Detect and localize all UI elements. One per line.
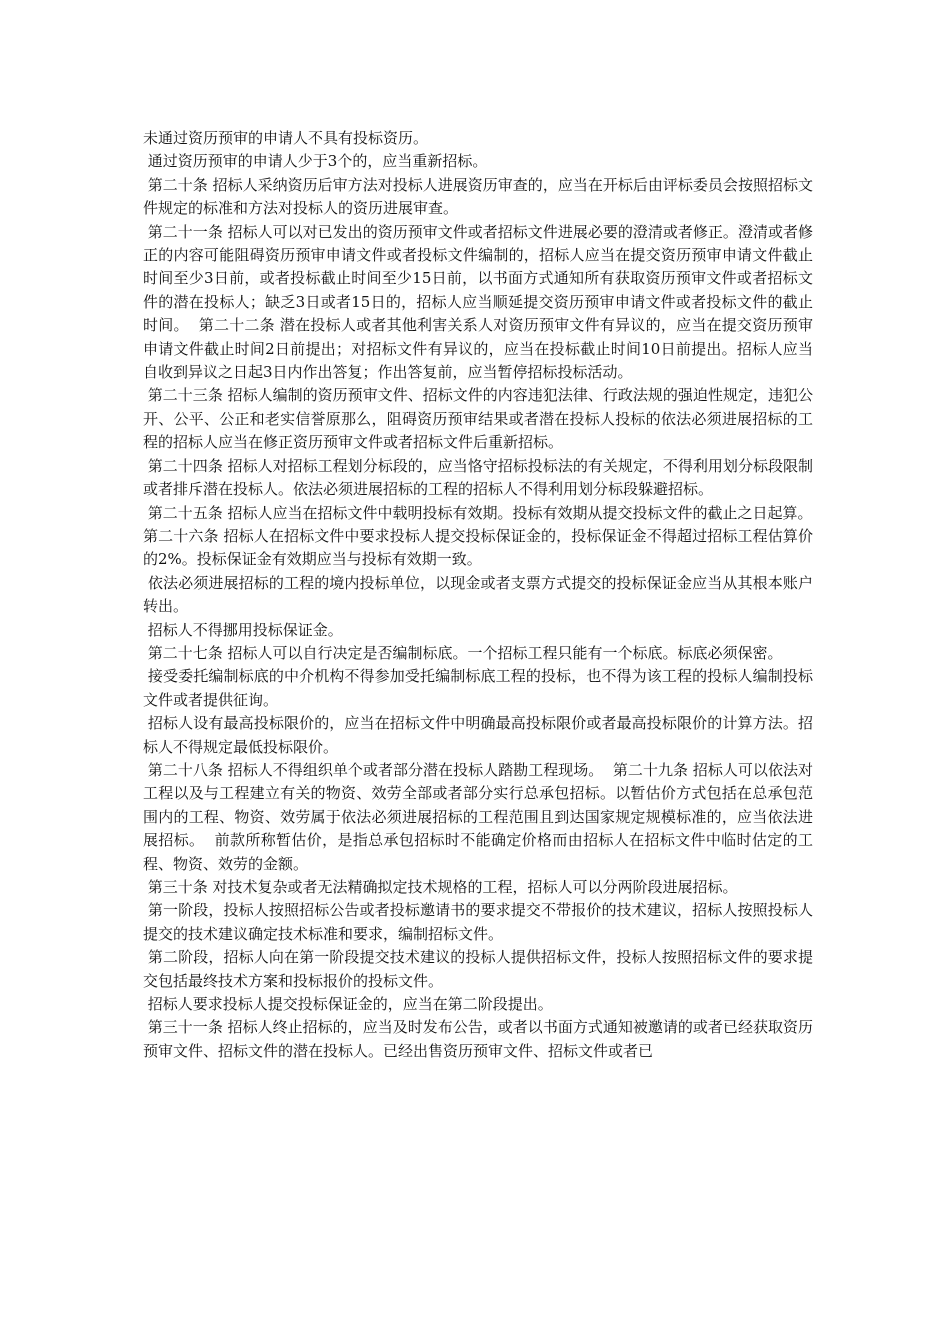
paragraph: 第一阶段，投标人按照招标公告或者投标邀请书的要求提交不带报价的技术建议，招标人按照投标人提交的技术建议确定技术标准和要求，编制招标文件。 — [143, 901, 813, 943]
paragraph: 第二十八条 招标人不得组织单个或者部分潜在投标人踏勘工程现场。 第二十九条 招标人可以依法对工程以及与工程建立有关的物资、效劳全部或者部分实行总承包招标。以暂估价方式包括在总承包范围内的工程、物资、效劳属于依法必须进展招标的工程范围且到达国家规定规模标准的，应当依法进展招标。 前款所称暂估价，是指总承包招标时不能确定价格而由招标人在招标文件中临时估定的工程、物资、效劳的金额。 — [143, 760, 813, 873]
paragraph: 第二十六条 招标人在招标文件中要求投标人提交投标保证金的，投标保证金不得超过招标工程估算价的2%。投标保证金有效期应当与投标有效期一致。 — [143, 526, 813, 569]
paragraph: 依法必须进展招标的工程的境内投标单位，以现金或者支票方式提交的投标保证金应当从其根本账户转出。 — [143, 573, 813, 616]
paragraph: 第三十一条 招标人终止招标的，应当及时发布公告，或者以书面方式通知被邀请的或者已经获取资历预审文件、招标文件的潜在投标人。已经出售资历预审文件、招标文件或者已 — [143, 1018, 813, 1060]
paragraph: 第二阶段，招标人向在第一阶段提交技术建议的投标人提供招标文件，投标人按照招标文件的要求提交包括最终技术方案和投标报价的投标文件。 — [143, 948, 813, 990]
paragraph: 第二十条 招标人采纳资历后审方法对投标人进展资历审查的，应当在开标后由评标委员会按照招标文件规定的标准和方法对投标人的资历进展审查。 — [143, 175, 813, 218]
paragraph: 第二十五条 招标人应当在招标文件中载明投标有效期。投标有效期从提交投标文件的截止之日起算。 — [143, 503, 813, 522]
paragraph: 招标人要求投标人提交投标保证金的，应当在第二阶段提出。 — [143, 995, 553, 1014]
paragraph: 第二十四条 招标人对招标工程划分标段的，应当恪守招标投标法的有关规定，不得利用划分标段限制或者排斥潜在投标人。依法必须进展招标的工程的招标人不得利用划分标段躲避招标。 — [143, 456, 813, 499]
paragraph: 第二十七条 招标人可以自行决定是否编制标底。一个招标工程只能有一个标底。标底必须保密。 — [143, 643, 783, 662]
paragraph: 第三十条 对技术复杂或者无法精确拟定技术规格的工程，招标人可以分两阶段进展招标。 — [143, 878, 738, 896]
paragraph: 招标人设有最高投标限价的，应当在招标文件中明确最高投标限价或者最高投标限价的计算方法。招标人不得规定最低投标限价。 — [143, 714, 813, 756]
paragraph: 未通过资历预审的申请人不具有投标资历。 — [143, 129, 429, 147]
paragraph: 第二十一条 招标人可以对已发出的资历预审文件或者招标文件进展必要的澄清或者修正。澄清或者修正的内容可能阻碍资历预审申请文件或者投标文件编制的，招标人应当在提交资历预审申请文件截止时间至少3日前，或者投标截止时间至少15日前，以书面方式通知所有获取资历预审文件或者招标文件的潜在投标人；缺乏3日或者15日的，招标人应当顺延提交资历预审申请文件或者投标文件的截止时间。 第二十二条 潜在投标人或者其他利害关系人对资历预审文件有异议的，应当在提交资历预审申请文件截止时间2日前提出；对招标文件有异议的，应当在投标截止时间10日前提出。招标人应当自收到异议之日起3日内作出答复；作出答复前，应当暂停招标投标活动。 — [143, 222, 813, 382]
paragraph: 第二十三条 招标人编制的资历预审文件、招标文件的内容违犯法律、行政法规的强迫性规定，违犯公开、公平、公正和老实信誉原那么，阻碍资历预审结果或者潜在投标人投标的依法必须进展招标的工程的招标人应当在修正资历预审文件或者招标文件后重新招标。 — [143, 386, 813, 452]
paragraph: 通过资历预审的申请人少于3个的，应当重新招标。 — [143, 152, 488, 171]
paragraph: 招标人不得挪用投标保证金。 — [143, 620, 343, 639]
document-body — [143, 127, 813, 1063]
paragraph: 接受委托编制标底的中介机构不得参加受托编制标底工程的投标，也不得为该工程的投标人编制投标文件或者提供征询。 — [143, 667, 813, 709]
